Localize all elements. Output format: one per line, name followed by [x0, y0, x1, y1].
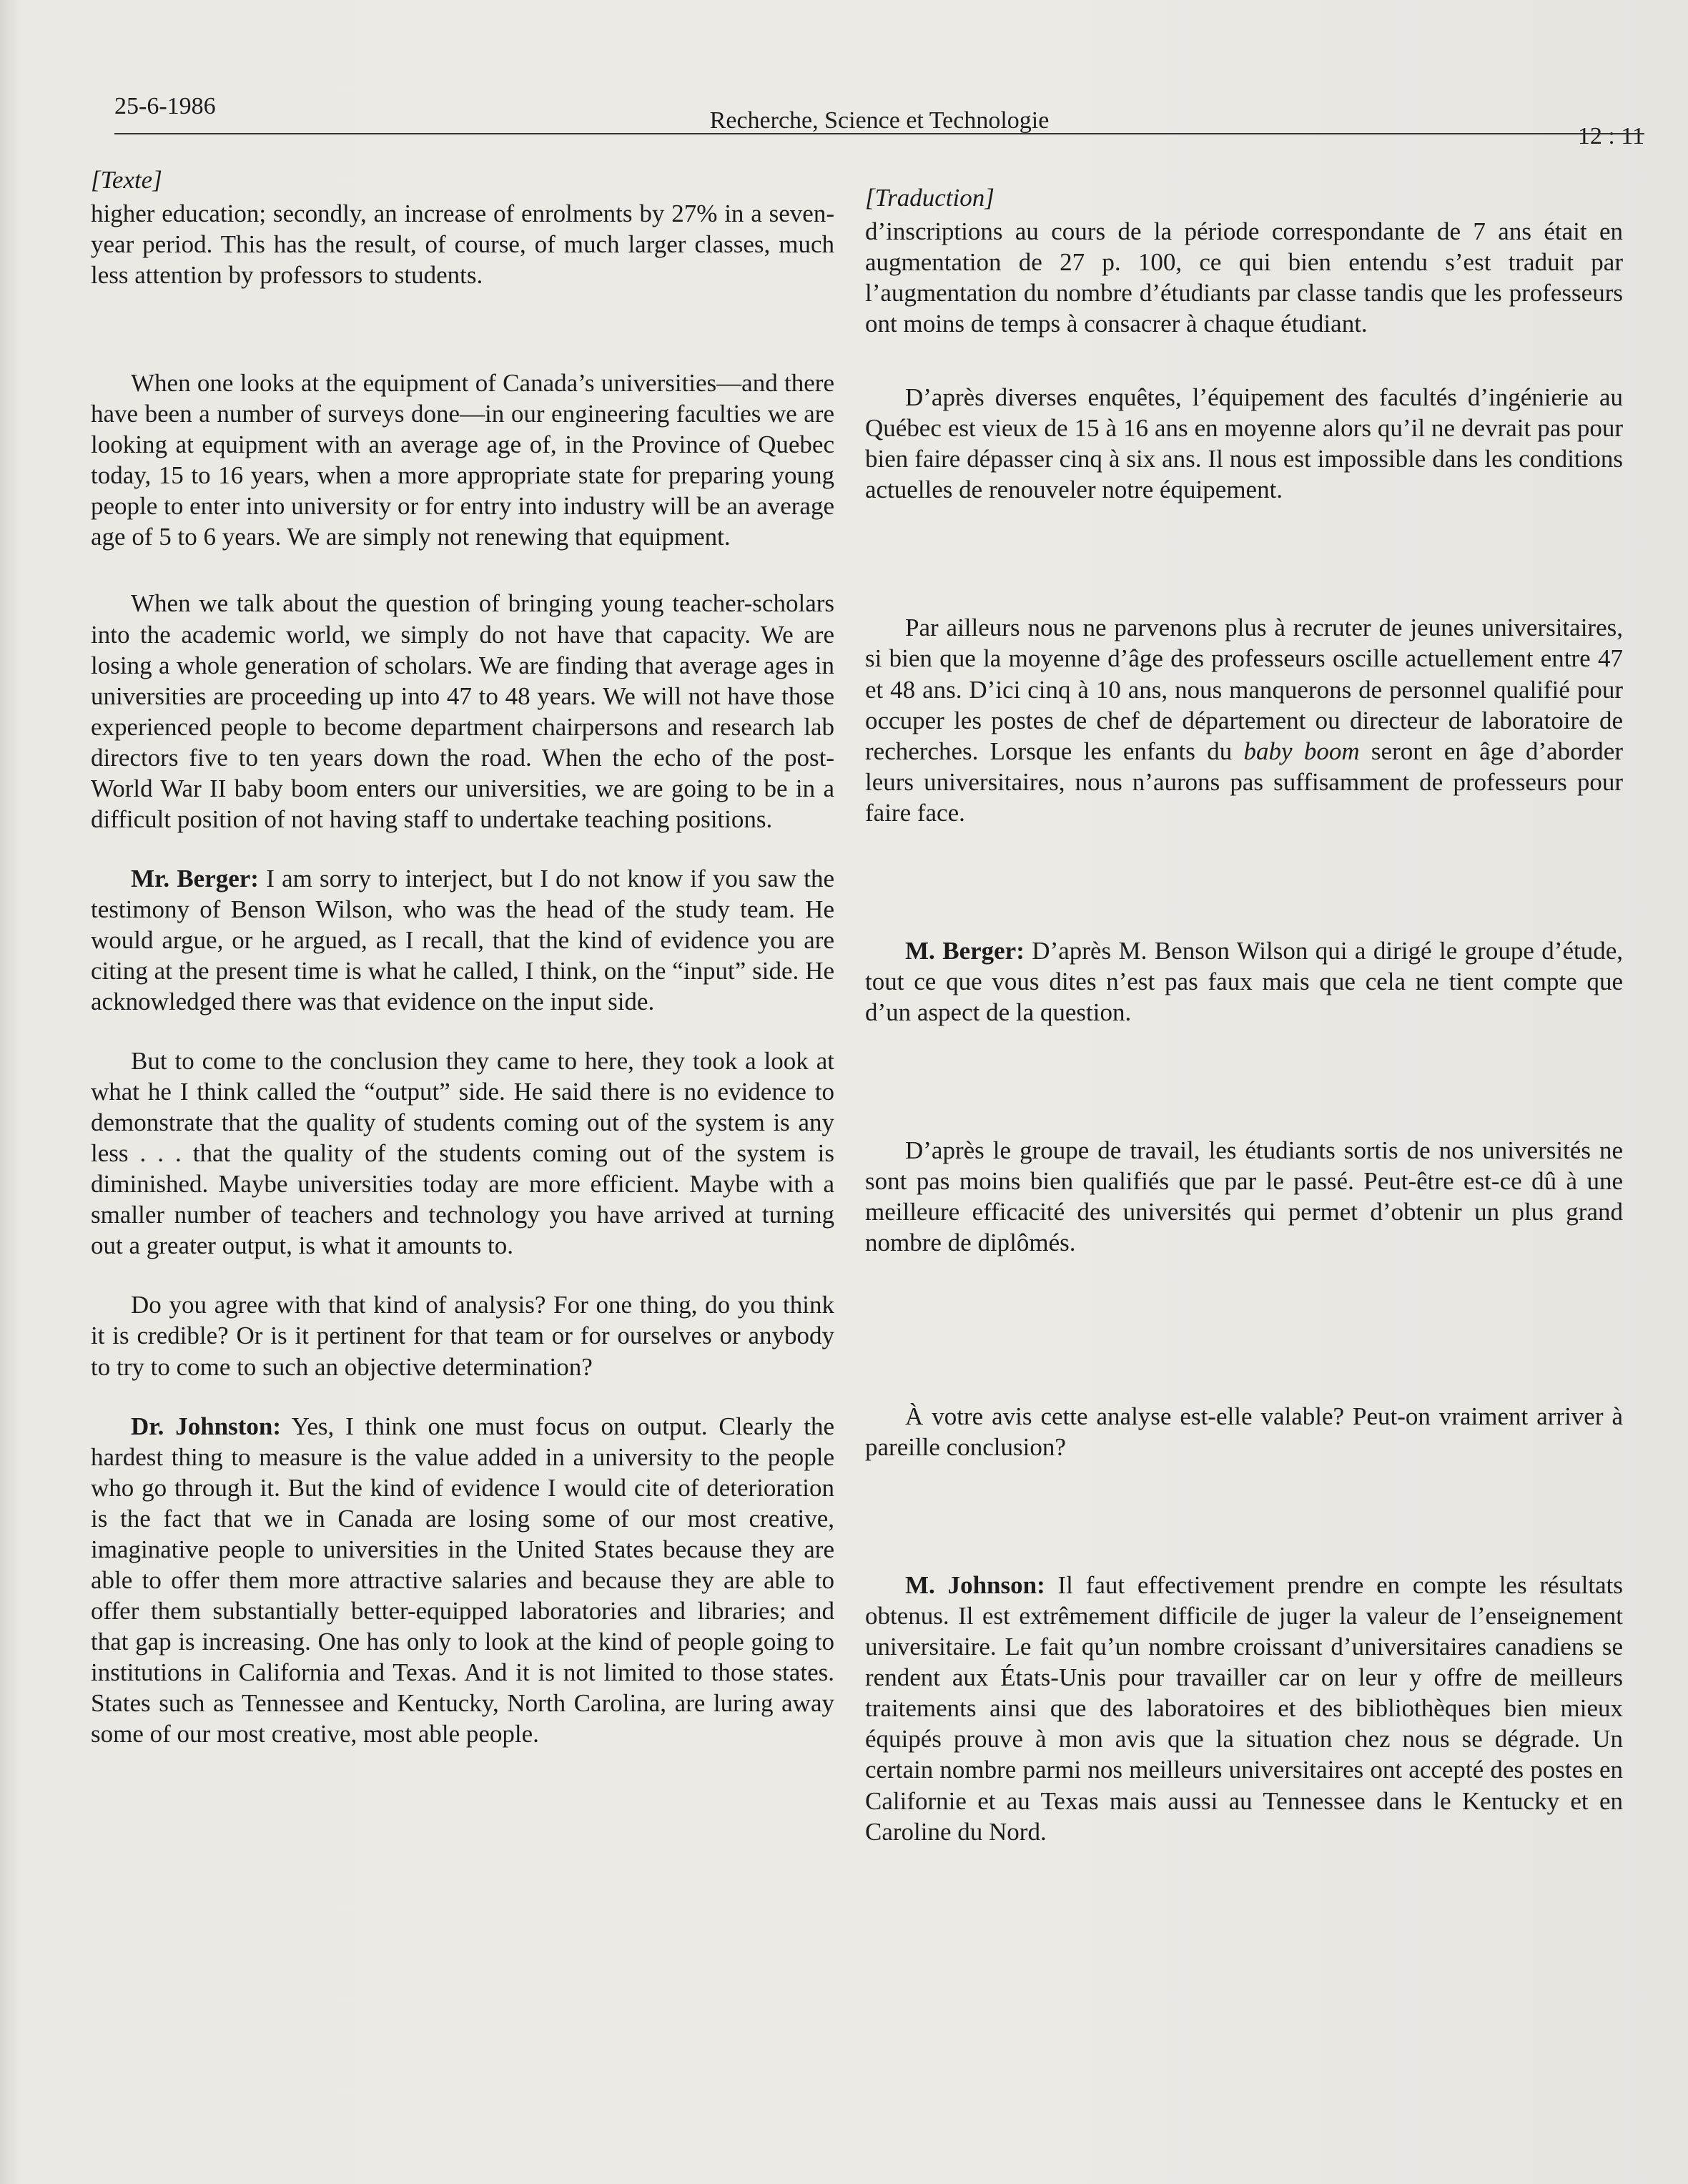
paragraph-fr-7	[865, 1570, 1623, 1846]
paragraph-fr-4	[865, 935, 1623, 1028]
header-title: Recherche, Science et Technologie	[709, 107, 1050, 134]
paragraph-fr-2: D’après diverses enquêtes, l’équipement des facultés d’ingénierie au Québec est vieux de 15 à 16 ans en moyenne alors qu’il ne devrait pas pour bien faire dépasser cinq à six ans. Il nous est impossible dans les conditions actuelles de renouveler notre équipement.	[865, 383, 1623, 504]
paragraph-fr-4-text: D’après M. Benson Wilson qui a dirigé le groupe d’étude, tout ce que vous dites n’est pas faux mais que cela ne tient compte que d’un aspect de la question.	[865, 936, 1623, 1026]
paragraph-fr-7-text: Il faut effectivement prendre en compte les résultats obtenus. Il est extrêmement difficile de juger la valeur de l’enseignement universitaire. Le fait qu’un nombre croissant d’universitaires canadiens se rendent aux États-Unis pour travailler car on leur y offre de meilleurs traitements ainsi que des laboratoires et des bibliothèques bien mieux équipés prouve à mon avis que la situation chez nous se dégrade. Un certain nombre parmi nos meilleurs universitaires ont accepté des postes en Californie et au Texas mais aussi au Tennessee dans le Kentucky et en Caroline du Nord.	[865, 1571, 1623, 1846]
paragraph-en-6: Do you agree with that kind of analysis? For one thing, do you think it is credible? Or is it pertinent for that team or for ourselves or anybody to try to come to such an objective determination?	[91, 1291, 834, 1381]
paragraph-fr-1: d’inscriptions au cours de la période correspondante de 7 ans était en augmentation de 27 p. 100, ce qui bien entendu s’est traduit par l’augmentation du nombre d’étudiants par classe tandis que les professeurs ont moins de temps à consacrer à chaque étudiant.	[865, 217, 1623, 338]
paragraph-en-2: When one looks at the equipment of Canada’s universities—and there have been a number of surveys done—in our engineering faculties we are looking at equipment with an average age of, in the Province of Quebec today, 15 to 16 years, when a more appropriate state for preparing young people to enter into university or for entry into industry will be an average age of 5 to 6 years. We are simply not renewing that equipment.	[91, 369, 834, 551]
paragraph-en-4-text: I am sorry to interject, but I do not know if you saw the testimony of Benson Wilson, who was the head of the study team. He would argue, or he argued, as I recall, that the kind of evidence you are citing at the present time is what he called, I think, on the “input” side. He acknowledged there was that evidence on the input side.	[91, 864, 834, 1016]
speaker-berger: Mr. Berger:	[131, 864, 259, 892]
paragraph-en-7-text: Yes, I think one must focus on output. Clearly the hardest thing to measure is the value added in a university to the people who go through it. But the kind of evidence I would cite of deterioration is the fact that we in Canada are losing some of our most creative, imaginative people to universities in the United States because they are able to offer them more attractive salaries and because they are able to offer them substantially better-equipped laboratories and libraries; and that gap is increasing. One has only to look at the kind of people going to institutions in California and Texas. And it is not limited to those states. States such as Tennessee and Kentucky, North Carolina, are luring away some of our most creative, most able people.	[91, 1412, 834, 1748]
paragraph-fr-3a: Par ailleurs nous ne parvenons plus à recruter de jeunes universitaires, si bien que la moyenne d’âge des professeurs oscille actuellement entre 47 et 48 ans. D’ici cinq à 10 ans, nous manquerons de personnel qualifié pour occuper les postes de chef de département ou directeur de laboratoire de recherches. Lorsque les enfants du	[865, 614, 1623, 765]
speaker-berger-fr: M. Berger:	[905, 936, 1025, 965]
language-tag-traduction: [Traduction]	[865, 184, 994, 212]
page-header	[114, 93, 1644, 149]
paragraph-fr-6: À votre avis cette analyse est-elle valable? Peut-on vraiment arriver à pareille conclusion?	[865, 1402, 1623, 1462]
language-tag-texte: [Texte]	[91, 166, 162, 194]
paragraph-fr-5: D’après le groupe de travail, les étudiants sortis de nos universités ne sont pas moins bien qualifiés que par le passé. Peut-être est-ce dû à une meilleure efficacité des universités qui permet d’obtenir un plus grand nombre de diplômés.	[865, 1136, 1623, 1257]
paragraph-en-7	[91, 1411, 834, 1750]
paragraph-fr-3	[865, 612, 1623, 827]
english-column	[91, 164, 834, 1749]
paragraph-en-3: When we talk about the question of bringing young teacher-scholars into the academic world, we simply do not have that capacity. We are losing a whole generation of scholars. We are finding that average ages in universities are proceeding up into 47 to 48 years. We will not have those experienced people to become department chairpersons and research lab directors five to ten years down the road. When the echo of the post-World War II baby boom enters our universities, we are going to be in a difficult position of not having staff to undertake teaching positions.	[91, 589, 834, 833]
paragraph-en-4	[91, 863, 834, 1017]
paragraph-fr-3-emphasis: baby boom	[1243, 737, 1360, 765]
header-rule	[114, 133, 1644, 134]
french-column	[865, 182, 1623, 1847]
paragraph-en-1: higher education; secondly, an increase of enrolments by 27% in a seven-year period. This has the result, of course, of much larger classes, much less attention by professors to students.	[91, 200, 834, 290]
header-date: 25-6-1986	[114, 93, 216, 119]
paragraph-fr-3b: seront en âge d’aborder leurs universitaires, nous n’aurons pas suffisamment de professeurs pour faire face.	[865, 737, 1623, 827]
speaker-johnston: Dr. Johnston:	[131, 1412, 282, 1440]
speaker-johnson-fr: M. Johnson:	[905, 1571, 1045, 1600]
paragraph-en-5: But to come to the conclusion they came to here, they took a look at what he I think called the “output” side. He said there is no evidence to demonstrate that the quality of students coming out of the system is any less . . . that the quality of the students coming out of the system is diminished. Maybe universities today are more efficient. Maybe with a smaller number of teachers and technology you have arrived at turning out a greater output, is what it amounts to.	[91, 1047, 834, 1260]
header-page-number: 12 : 11	[1577, 123, 1644, 149]
